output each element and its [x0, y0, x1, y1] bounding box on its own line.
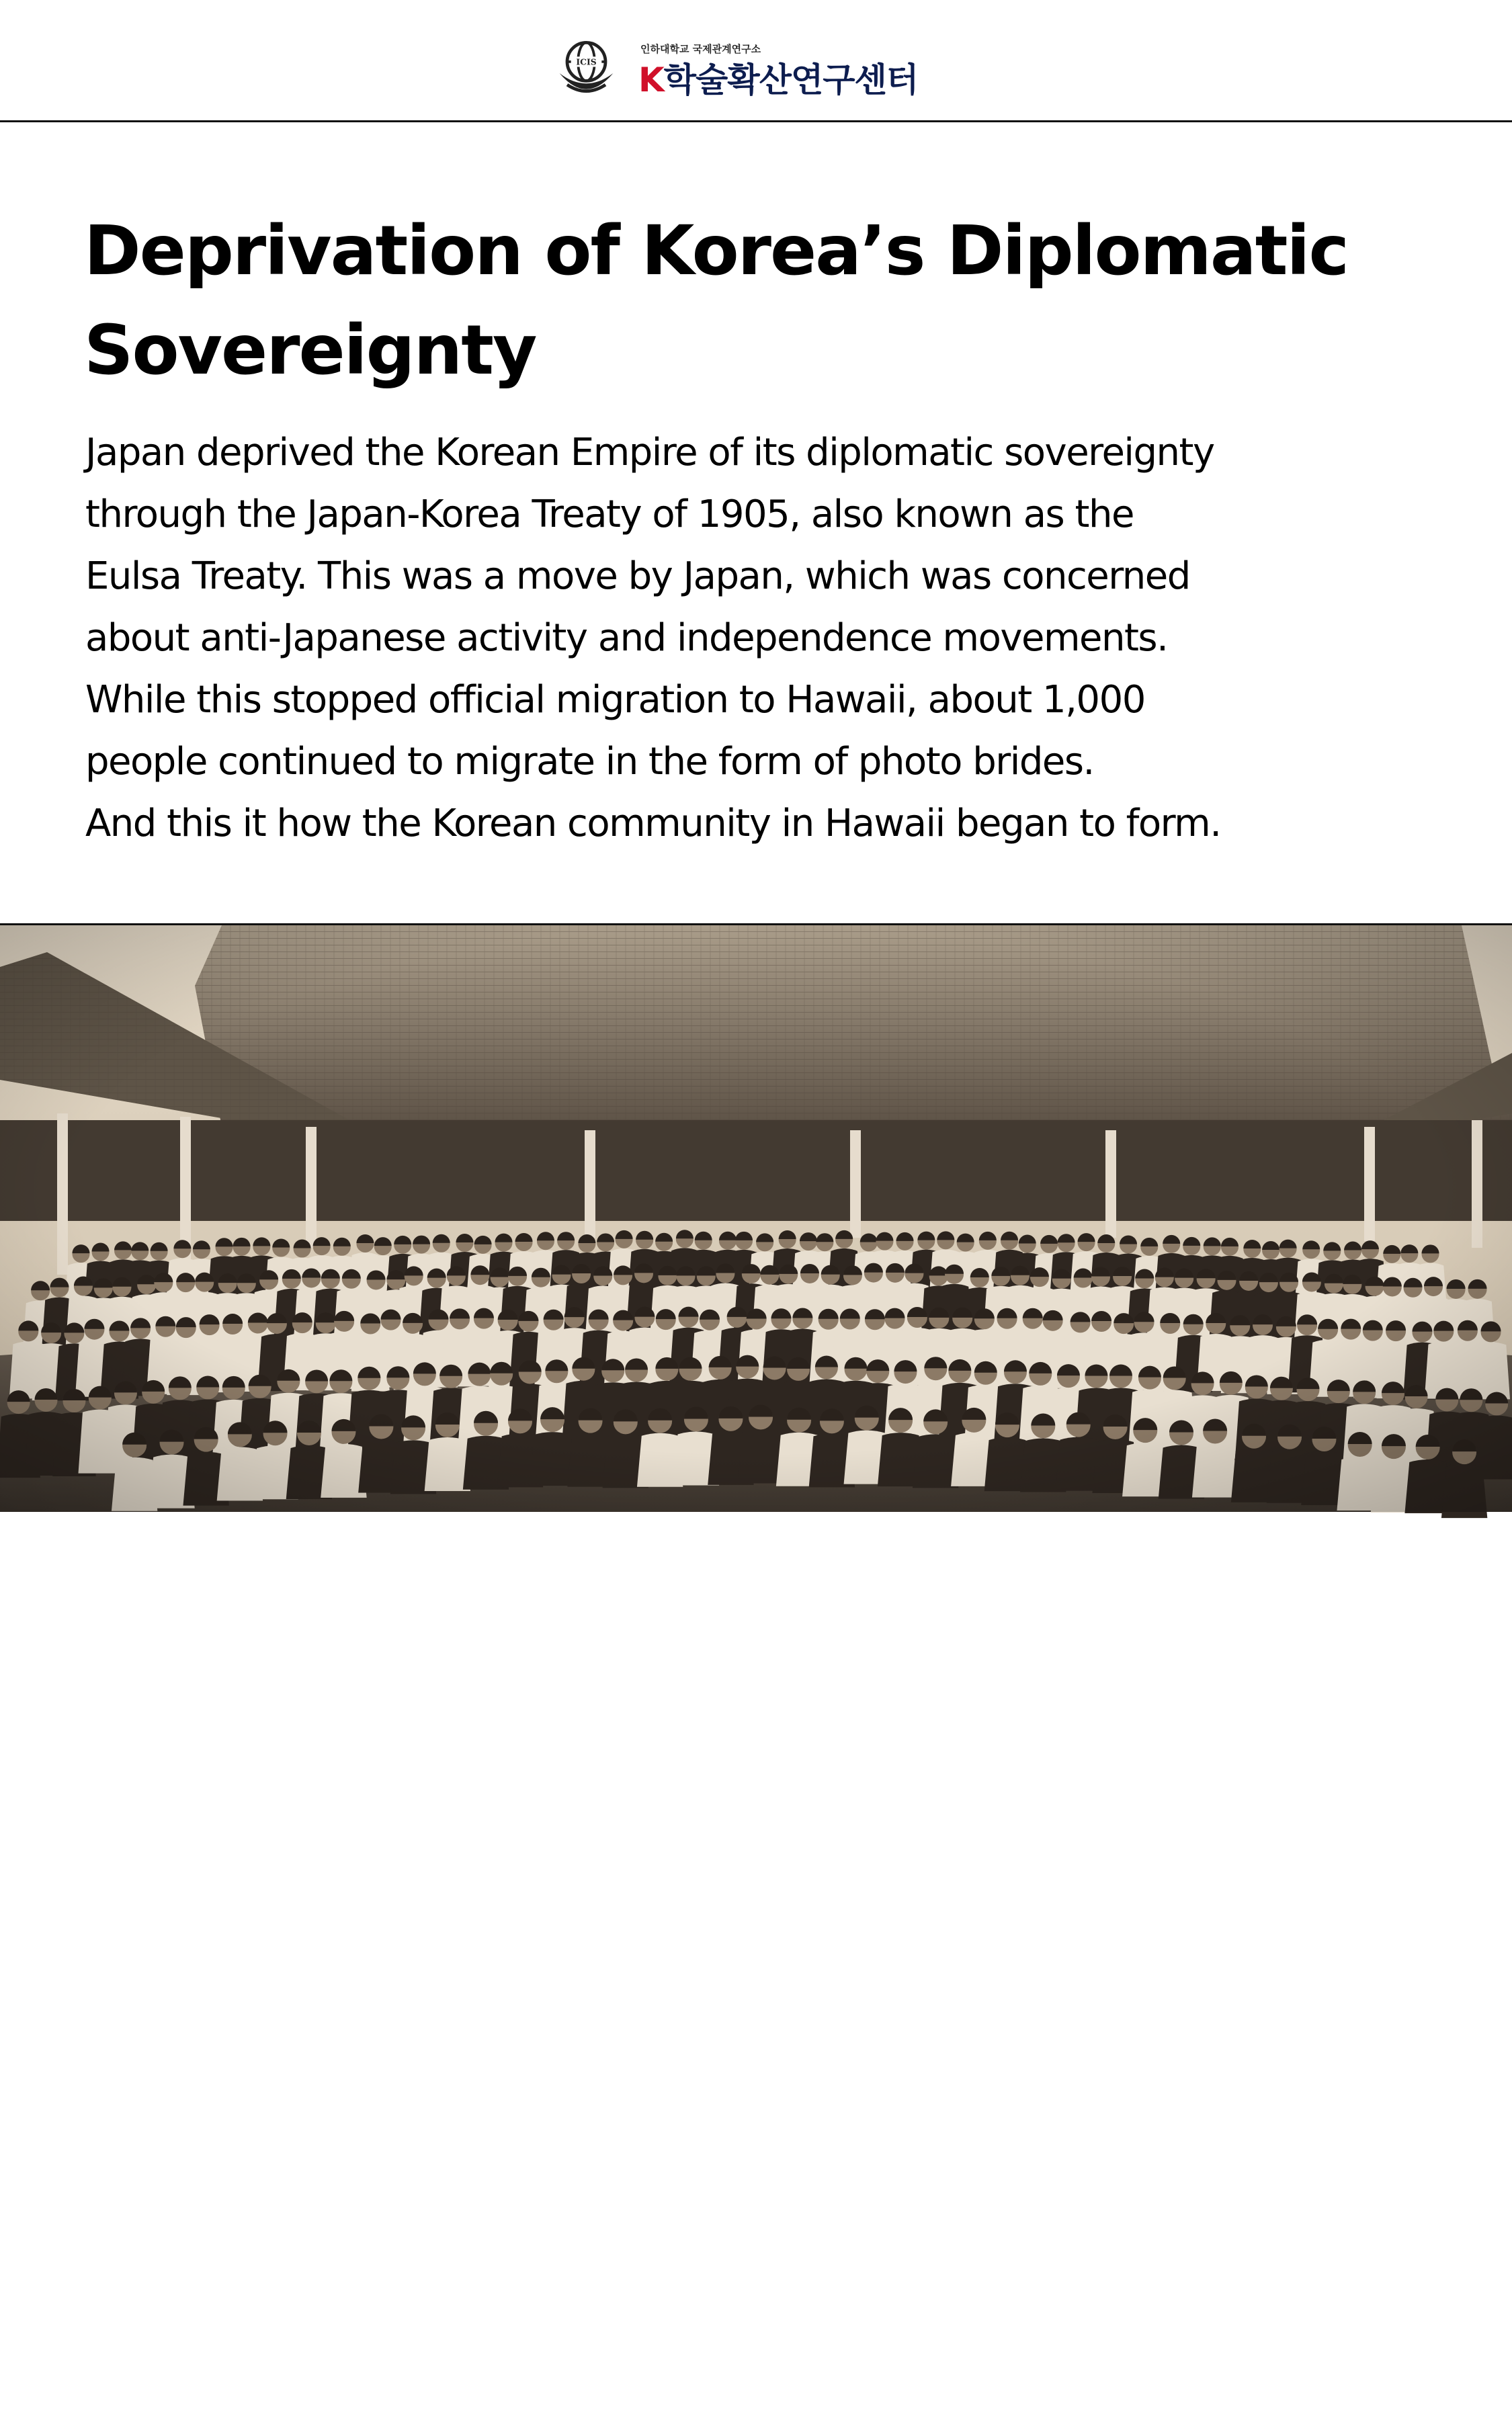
- body-line-4: about anti-Japanese activity and independence movements.: [85, 616, 1168, 660]
- page-title: [84, 202, 1462, 400]
- body-line-5: While this stopped official migration to Hawaii, about 1,000: [85, 678, 1145, 722]
- title-line-2: Sovereignty: [84, 310, 536, 390]
- body-line-7: And this it how the Korean community in Hawaii began to form.: [85, 802, 1221, 845]
- body-line-1: Japan deprived the Korean Empire of its diplomatic sovereignty: [85, 431, 1214, 474]
- logo-emblem-text: ICIS: [576, 56, 597, 67]
- body-line-2: through the Japan-Korea Treaty of 1905, also known as the: [85, 493, 1134, 536]
- header-divider: [0, 120, 1512, 122]
- reference-link[interactable]: reference: https://youtu.be/00BP6cBxFKw?si=Fq-Kg6dOvZcQgdYw: [86, 2389, 804, 2415]
- body-line-6: people continued to migrate in the form of photo brides.: [85, 740, 1094, 783]
- body-paragraph: [85, 422, 1470, 855]
- globe-emblem-icon: [554, 35, 618, 99]
- logo-title-text: 학술확산연구센터: [663, 60, 919, 99]
- header: [0, 0, 1512, 121]
- title-line-1: Deprivation of Korea’s Diplomatic: [84, 211, 1348, 291]
- logo-k-letter: K: [638, 60, 664, 99]
- body-line-3: Eulsa Treaty. This was a move by Japan, which was concerned: [85, 554, 1190, 598]
- logo-title: [638, 53, 918, 101]
- photo-canvas: [0, 925, 1512, 1512]
- historical-group-photo: [0, 925, 1512, 2415]
- logo-subtitle: 인하대학교 국제관계연구소: [640, 43, 761, 55]
